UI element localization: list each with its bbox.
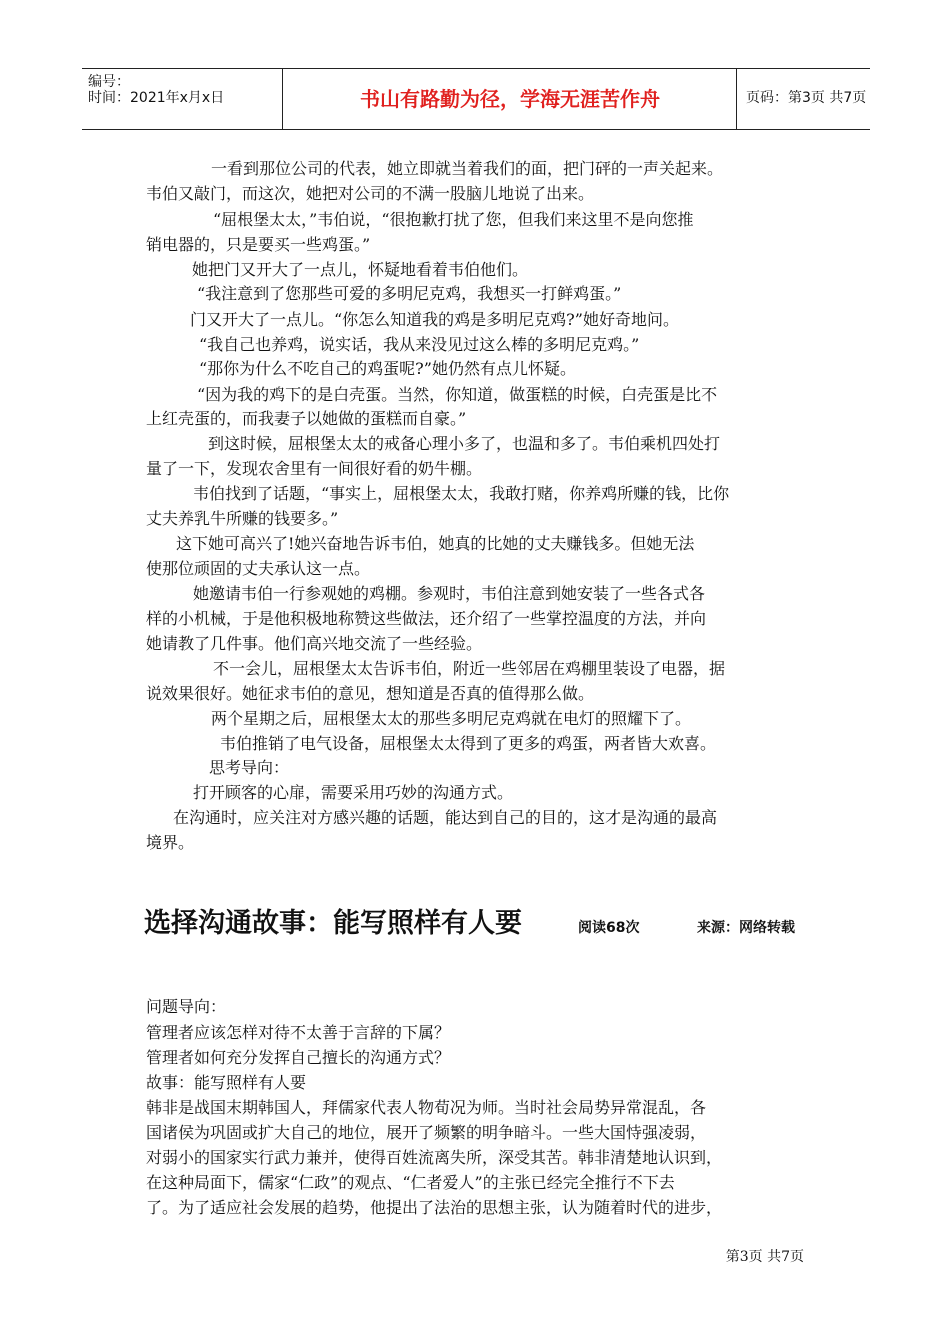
page-header xyxy=(82,68,870,130)
paragraph-line: 对弱小的国家实行武力兼并，使得百姓流离失所，深受其苦。韩非清楚地认识到， xyxy=(146,1148,723,1167)
paragraph-line: 到这时候，屈根堡太太的戒备心理小多了，也温和多了。韦伯乘机四处打 xyxy=(208,434,721,453)
paragraph-line: 样的小机械，于是他积极地称赞这些做法，还介绍了一些掌控温度的方法，并向 xyxy=(146,609,707,628)
paragraph-line: 两个星期之后，屈根堡太太的那些多明尼克鸡就在电灯的照耀下了。 xyxy=(211,709,692,728)
paragraph-line: 国诸侯为巩固或扩大自己的地位，展开了频繁的明争暗斗。一些大国恃强凌弱， xyxy=(146,1123,707,1142)
paragraph-line: 韦伯找到了话题，“事实上，屈根堡太太，我敢打赌，你养鸡所赚的钱，比你 xyxy=(193,484,730,503)
article-title: 选择沟通故事：能写照样有人要 xyxy=(144,908,522,939)
paragraph-line: 一看到那位公司的代表，她立即就当着我们的面，把门砰的一声关起来。 xyxy=(211,159,724,178)
paragraph-line: 了。为了适应社会发展的趋势，他提出了法治的思想主张，认为随着时代的进步， xyxy=(146,1198,723,1217)
number-label: 编号： xyxy=(88,74,130,90)
paragraph-line: 销电器的，只是要买一些鸡蛋。” xyxy=(146,235,371,254)
paragraph-line: 量了一下，发现农舍里有一间很好看的奶牛棚。 xyxy=(146,459,483,478)
paragraph-line: 故事：能写照样有人要 xyxy=(146,1073,307,1092)
paragraph-line: 在沟通时，应关注对方感兴趣的话题，能达到自己的目的，这才是沟通的最高 xyxy=(173,808,718,827)
paragraph-line: 思考导向： xyxy=(209,758,290,777)
paragraph-line: 管理者应该怎样对待不太善于言辞的下属？ xyxy=(146,1023,451,1042)
paragraph-line: 境界。 xyxy=(146,833,195,852)
paragraph-line: 她把门又开大了一点儿，怀疑地看着韦伯他们。 xyxy=(192,260,529,279)
paragraph-line: 门又开大了一点儿。“你怎么知道我的鸡是多明尼克鸡?”她好奇地问。 xyxy=(190,310,679,329)
paragraph-line: 上红壳蛋的，而我妻子以她做的蛋糕而自豪。” xyxy=(146,409,467,428)
header-left-cell xyxy=(82,69,283,129)
article-read-count: 阅读68次 xyxy=(578,920,640,936)
paragraph-line: 在这种局面下，儒家“仁政”的观点、“仁者爱人”的主张已经完全推行不下去 xyxy=(146,1173,675,1192)
paragraph-line: 韩非是战国末期韩国人，拜儒家代表人物荀况为师。当时社会局势异常混乱，各 xyxy=(146,1098,707,1117)
paragraph-line: “因为我的鸡下的是白壳蛋。当然，你知道，做蛋糕的时候，白壳蛋是比不 xyxy=(197,385,718,404)
paragraph-line: 不一会儿，屈根堡太太告诉韦伯，附近一些邻居在鸡棚里装设了电器，据 xyxy=(213,659,726,678)
header-right-cell xyxy=(738,69,870,129)
paragraph-line: 这下她可高兴了!她兴奋地告诉韦伯，她真的比她的丈夫赚钱多。但她无法 xyxy=(176,534,695,553)
paragraph-line: “那你为什么不吃自己的鸡蛋呢?”她仍然有点儿怀疑。 xyxy=(199,359,576,378)
paragraph-line: 韦伯推销了电气设备，屈根堡太太得到了更多的鸡蛋，两者皆大欢喜。 xyxy=(220,734,717,753)
paragraph-line: 问题导向： xyxy=(146,997,227,1016)
paragraph-line: 她邀请韦伯一行参观她的鸡棚。参观时，韦伯注意到她安装了一些各式各 xyxy=(193,584,706,603)
paragraph-line: 管理者如何充分发挥自己擅长的沟通方式？ xyxy=(146,1048,451,1067)
paragraph-line: 韦伯又敲门，而这次，她把对公司的不满一股脑儿地说了出来。 xyxy=(146,184,595,203)
date-label: 时间：2021年x月x日 xyxy=(88,90,225,106)
header-motto-cell xyxy=(284,69,737,129)
paragraph-line: 打开顾客的心扉，需要采用巧妙的沟通方式。 xyxy=(193,783,514,802)
paragraph-line: 丈夫养乳牛所赚的钱要多。” xyxy=(146,509,339,528)
page-number-label: 页码：第3页 共7页 xyxy=(746,90,867,106)
paragraph-line: 说效果很好。她征求韦伯的意见，想知道是否真的值得那么做。 xyxy=(146,684,595,703)
paragraph-line: 使那位顽固的丈夫承认这一点。 xyxy=(146,559,371,578)
paragraph-line: “我注意到了您那些可爱的多明尼克鸡，我想买一打鲜鸡蛋。” xyxy=(197,284,622,303)
article-source: 来源：网络转载 xyxy=(697,920,795,936)
paragraph-line: “屈根堡太太，”韦伯说，“很抱歉打扰了您，但我们来这里不是向您推 xyxy=(213,210,694,229)
paragraph-line: “我自己也养鸡，说实话，我从来没见过这么棒的多明尼克鸡。” xyxy=(199,335,640,354)
paragraph-line: 她请教了几件事。他们高兴地交流了一些经验。 xyxy=(146,634,483,653)
page-footer: 第3页 共7页 xyxy=(725,1249,804,1265)
header-motto: 书山有路勤为径，学海无涯苦作舟 xyxy=(360,87,660,111)
